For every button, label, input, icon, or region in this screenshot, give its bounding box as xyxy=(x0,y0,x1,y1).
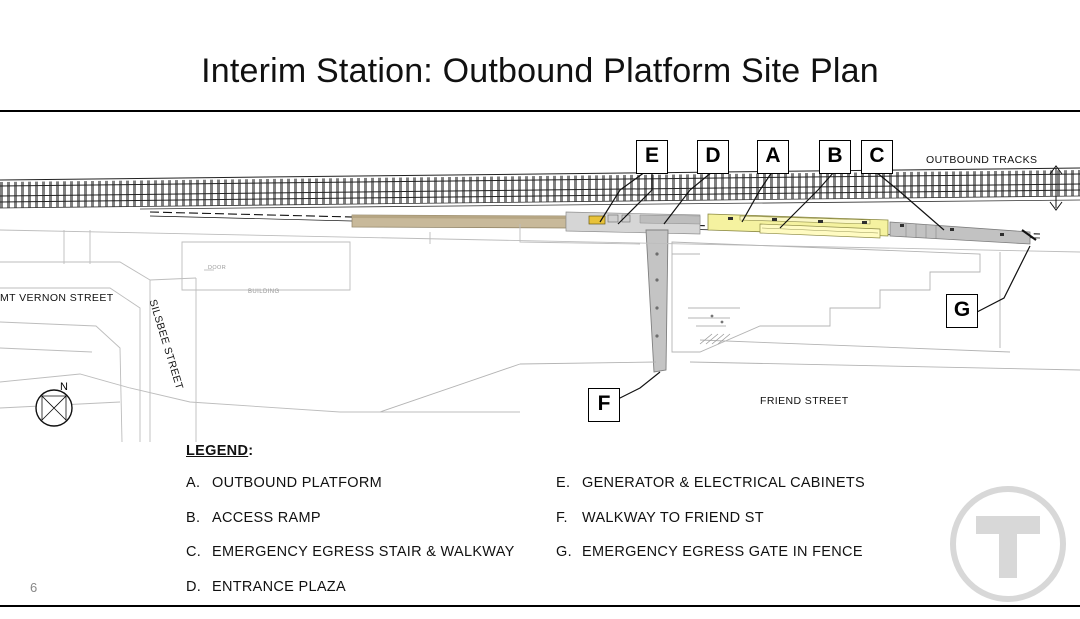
legend-text-g: EMERGENCY EGRESS GATE IN FENCE xyxy=(582,544,863,560)
callout-a[interactable]: A xyxy=(757,140,789,174)
legend-text-d: ENTRANCE PLAZA xyxy=(212,578,346,595)
callout-g[interactable]: G xyxy=(946,294,978,328)
legend-key-c: C. xyxy=(186,544,202,560)
label-outbound-tracks: OUTBOUND TRACKS xyxy=(926,154,1038,166)
callout-b[interactable]: B xyxy=(819,140,851,174)
legend-item-g xyxy=(556,544,926,560)
page-number: 6 xyxy=(30,580,38,595)
legend-item-e xyxy=(556,475,926,491)
legend-item-d xyxy=(186,579,556,595)
legend-title-text: LEGEND xyxy=(186,443,249,459)
legend-item-f xyxy=(556,510,926,526)
label-mt-vernon-street: MT VERNON STREET xyxy=(0,292,114,304)
callout-c[interactable]: C xyxy=(861,140,893,174)
callout-e[interactable]: E xyxy=(636,140,668,174)
mbta-t-logo-icon xyxy=(950,486,1066,602)
legend-key-e: E. xyxy=(556,475,571,491)
compass-north-label: N xyxy=(60,381,68,393)
label-silsbee-street: SILSBEE STREET xyxy=(146,298,186,392)
legend-key-a: A. xyxy=(186,475,201,491)
legend-key-g: G. xyxy=(556,544,572,560)
legend-text-c: EMERGENCY EGRESS STAIR & WALKWAY xyxy=(212,544,515,560)
legend-column-right xyxy=(556,475,926,613)
legend-column-left xyxy=(186,475,556,613)
legend-text-e: GENERATOR & ELECTRICAL CABINETS xyxy=(582,475,865,491)
legend-item-b xyxy=(186,510,556,526)
label-friend-street: FRIEND STREET xyxy=(760,395,849,407)
callout-d[interactable]: D xyxy=(697,140,729,174)
callout-f[interactable]: F xyxy=(588,388,620,422)
legend-item-c xyxy=(186,544,556,560)
legend xyxy=(186,443,926,603)
page-title: Interim Station: Outbound Platform Site Plan xyxy=(201,52,879,90)
legend-columns xyxy=(186,475,926,613)
label-building: BUILDING xyxy=(248,289,280,295)
legend-text-b: ACCESS RAMP xyxy=(212,509,321,526)
legend-text-a: OUTBOUND PLATFORM xyxy=(212,475,382,491)
legend-item-a xyxy=(186,475,556,491)
legend-text-f: WALKWAY TO FRIEND ST xyxy=(582,509,764,526)
legend-key-b: B. xyxy=(186,509,201,526)
label-door: DOOR xyxy=(208,265,227,271)
legend-key-d: D. xyxy=(186,578,202,595)
legend-key-f: F. xyxy=(556,509,568,526)
legend-title-colon: : xyxy=(248,443,254,459)
